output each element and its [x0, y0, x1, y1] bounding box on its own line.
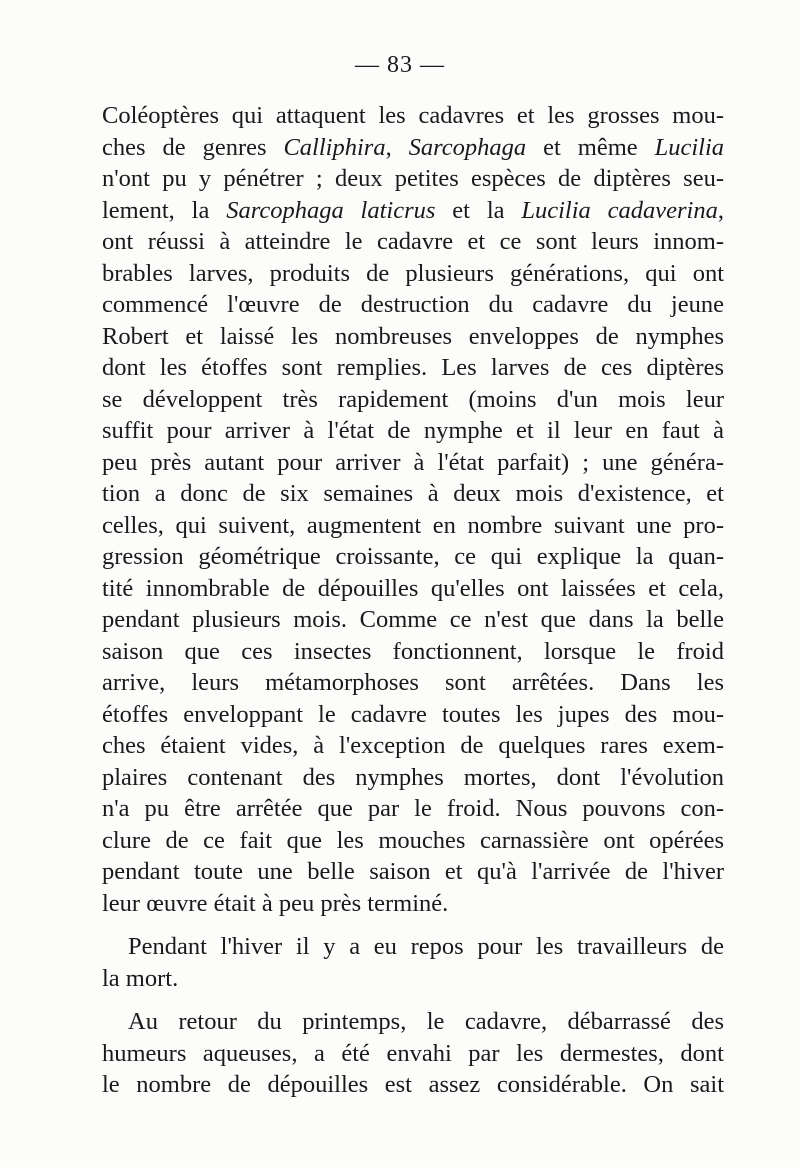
text-run: ches de genres	[102, 133, 284, 161]
text-run: peu près autant pour arriver à l'état parfait) ; une généra-	[102, 448, 724, 476]
text-line	[102, 762, 724, 794]
text-line	[102, 730, 724, 762]
text-line	[102, 226, 724, 258]
text-line	[102, 163, 724, 195]
text-line	[102, 963, 724, 995]
paragraph-gap	[102, 919, 724, 931]
text-run: n'a pu être arrêtée que par le froid. Nous pouvons con-	[102, 795, 724, 822]
text-run: saison que ces insectes fonctionnent, lorsque le froid	[102, 637, 724, 665]
italic-term: Lucilia	[654, 133, 725, 161]
text-run: humeurs aqueuses, a été envahi par les dermestes, dont	[102, 1039, 724, 1067]
paragraph	[102, 1006, 724, 1101]
text-line	[102, 258, 724, 290]
text-run: pendant plusieurs mois. Comme ce n'est que dans la belle	[102, 606, 724, 633]
text-run: n'ont pu y pénétrer ; deux petites espèces de diptères seu-	[102, 165, 724, 192]
text-run: ,	[717, 196, 724, 224]
text-line	[102, 699, 724, 731]
text-run: le nombre de dépouilles est assez considérable. On sait	[102, 1071, 724, 1098]
text-run: suffit pour arriver à l'état de nymphe et il leur en faut à	[102, 417, 724, 444]
text-run: arrive, leurs métamorphoses sont arrêtées. Dans les	[102, 669, 724, 696]
text-line	[102, 1038, 724, 1070]
italic-term: Lucilia cadaverina	[521, 196, 718, 224]
italic-term: Sarcophaga	[408, 133, 527, 161]
text-line	[102, 825, 724, 857]
text-run: ches étaient vides, à l'exception de quelques rares exem-	[102, 732, 724, 759]
text-line	[102, 636, 724, 668]
text-line	[102, 195, 724, 227]
text-run: tion a donc de six semaines à deux mois d'existence, et	[102, 480, 724, 507]
paragraph-gap	[102, 994, 724, 1006]
text-line	[102, 793, 724, 825]
text-line	[102, 478, 724, 510]
text-line	[102, 573, 724, 605]
text-run: commencé l'œuvre de destruction du cadavre du jeune	[102, 291, 724, 318]
text-run: gression géométrique croissante, ce qui explique la quan-	[102, 543, 724, 570]
text-line	[102, 510, 724, 542]
text-run: et même	[526, 133, 655, 161]
text-run: Au retour du printemps, le cadavre, débarrassé des	[128, 1008, 724, 1035]
paragraph	[102, 931, 724, 994]
text-run: étoffes enveloppant le cadavre toutes les jupes des mou-	[102, 700, 724, 728]
text-line	[102, 1069, 724, 1101]
text-line	[102, 321, 724, 353]
text-run: ,	[385, 133, 409, 161]
text-run: clure de ce fait que les mouches carnassière ont opérées	[102, 826, 724, 854]
text-run: pendant toute une belle saison et qu'à l'arrivée de l'hiver	[102, 858, 724, 885]
text-run: Coléoptères qui attaquent les cadavres et les grosses mou-	[102, 102, 724, 129]
text-run: la mort.	[102, 964, 179, 992]
text-line	[102, 541, 724, 573]
text-line	[102, 384, 724, 416]
text-line	[102, 415, 724, 447]
text-run: tité innombrable de dépouilles qu'elles ont laissées et cela,	[102, 574, 724, 602]
text-run: plaires contenant des nymphes mortes, dont l'évolution	[102, 763, 724, 791]
text-line	[102, 100, 724, 132]
text-line	[102, 1006, 724, 1038]
text-line	[102, 931, 724, 963]
italic-term: Calliphira	[283, 133, 386, 161]
text-run: ont réussi à atteindre le cadavre et ce sont leurs innom-	[102, 228, 724, 255]
italic-term: Sarcophaga laticrus	[226, 196, 436, 224]
text-line	[102, 352, 724, 384]
text-run: lement, la	[102, 196, 227, 224]
text-line	[102, 132, 724, 164]
page-number: — 83 —	[355, 52, 445, 78]
text-line	[102, 604, 724, 636]
text-line	[102, 289, 724, 321]
text-run: brables larves, produits de plusieurs générations, qui ont	[102, 259, 724, 287]
text-line	[102, 447, 724, 479]
text-line	[102, 667, 724, 699]
body-text	[102, 100, 724, 1101]
paragraph	[102, 100, 724, 919]
text-run: celles, qui suivent, augmentent en nombre suivant une pro-	[102, 511, 724, 539]
text-run: et la	[435, 196, 522, 224]
text-line	[102, 856, 724, 888]
text-run: Robert et laissé les nombreuses enveloppes de nymphes	[102, 322, 724, 350]
text-run: dont les étoffes sont remplies. Les larves de ces diptères	[102, 354, 724, 381]
text-run: leur œuvre était à peu près terminé.	[102, 889, 449, 917]
text-run: Pendant l'hiver il y a eu repos pour les travailleurs de	[128, 933, 724, 960]
text-run: se développent très rapidement (moins d'un mois leur	[102, 385, 724, 413]
text-line	[102, 888, 724, 920]
